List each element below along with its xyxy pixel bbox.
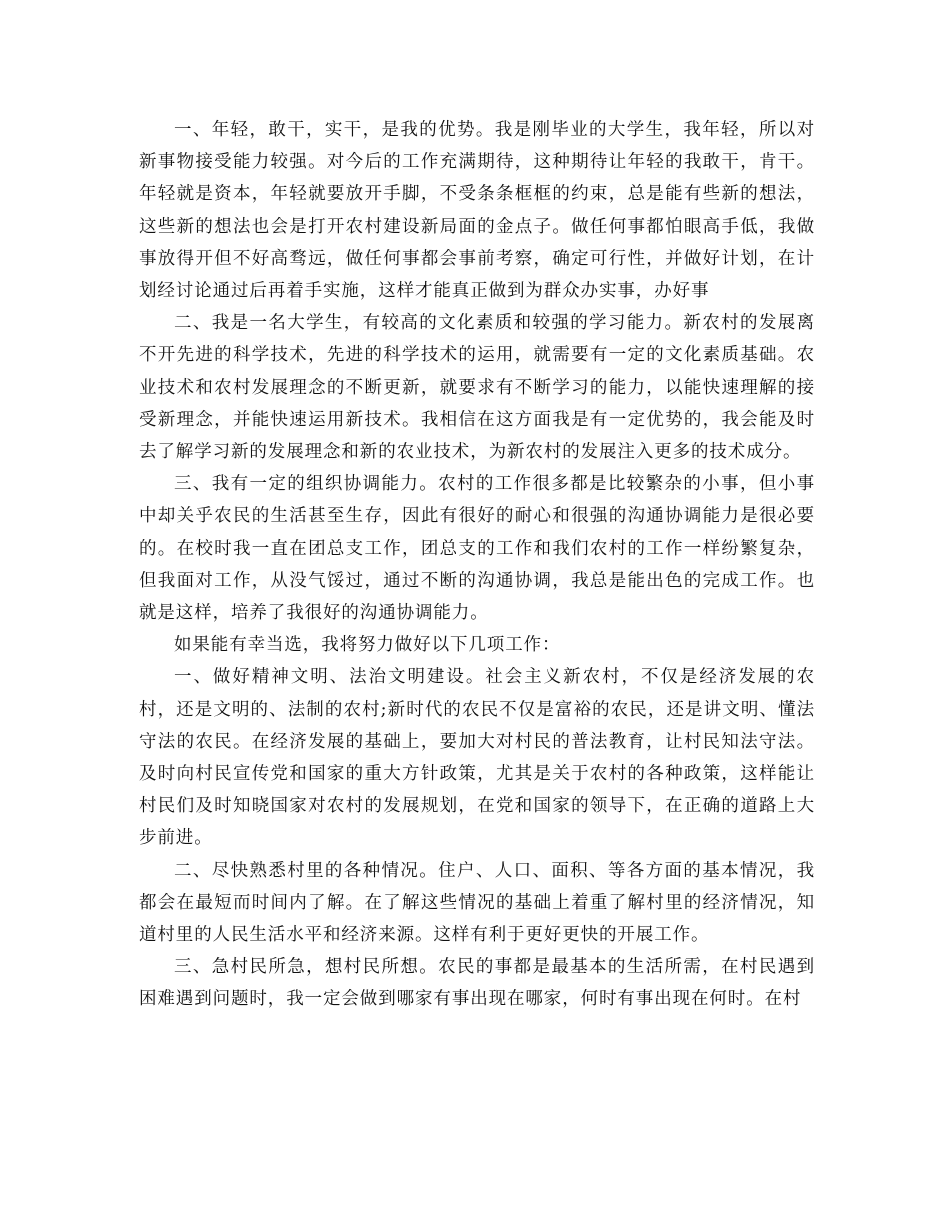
paragraph-plan-civilization: 一、做好精神文明、法治文明建设。社会主义新农村，不仅是经济发展的农村，还是文明的、法制的农村;新时代的农民不仅是富裕的农民，还是讲文明、懂法守法的农民。在经济发展的基础上，要加大对村民的普法教育，让村民知法守法。及时向村民宣传党和国家的重大方针政策，尤其是关于农村的各种政策，这样能让村民们及时知晓国家对农村的发展规划，在党和国家的领导下，在正确的道路上大步前进。 <box>139 667 815 849</box>
paragraph-plan-intro: 如果能有幸当选，我将努力做好以下几项工作： <box>174 635 561 656</box>
paragraph-plan-village-situation: 二、尽快熟悉村里的各种情况。住户、人口、面积、等各方面的基本情况，我都会在最短而时间内了解。在了解这些情况的基础上着重了解村里的经济情况，知道村里的人民生活水平和经济来源。这样有利于更好更快的开展工作。 <box>139 860 815 946</box>
paragraph-advantage-coordination: 三、我有一定的组织协调能力。农村的工作很多都是比较繁杂的小事，但小事中却关乎农民的生活甚至生存，因此有很好的耐心和很强的沟通协调能力是很必要的。在校时我一直在团总支工作，团总支的工作和我们农村的工作一样纷繁复杂，但我面对工作，从没气馁过，通过不断的沟通协调，我总是能出色的完成工作。也就是这样，培养了我很好的沟通协调能力。 <box>139 474 815 624</box>
paragraph-advantage-youth: 一、年轻，敢干，实干，是我的优势。我是刚毕业的大学生，我年轻，所以对新事物接受能力较强。对今后的工作充满期待，这种期待让年轻的我敢干，肯干。年轻就是资本，年轻就要放开手脚，不受条条框框的约束，总是能有些新的想法，这些新的想法也会是打开农村建设新局面的金点子。做任何事都怕眼高手低，我做事放得开但不好高骛远，做任何事都会事前考察，确定可行性，并做好计划，在计划经讨论通过后再着手实施，这样才能真正做到为群众办实事，办好事 <box>139 120 815 302</box>
document-body <box>139 114 815 1016</box>
paragraph-advantage-education: 二、我是一名大学生，有较高的文化素质和较强的学习能力。新农村的发展离不开先进的科学技术，先进的科学技术的运用，就需要有一定的文化素质基础。农业技术和农村发展理念的不断更新，就要求有不断学习的能力，以能快速理解的接受新理念，并能快速运用新技术。我相信在这方面我是有一定优势的，我会能及时去了解学习新的发展理念和新的农业技术，为新农村的发展注入更多的技术成分。 <box>139 313 815 463</box>
paragraph-plan-villager-needs: 三、急村民所急，想村民所想。农民的事都是最基本的生活所需，在村民遇到困难遇到问题时，我一定会做到哪家有事出现在哪家，何时有事出现在何时。在村 <box>139 957 815 1010</box>
